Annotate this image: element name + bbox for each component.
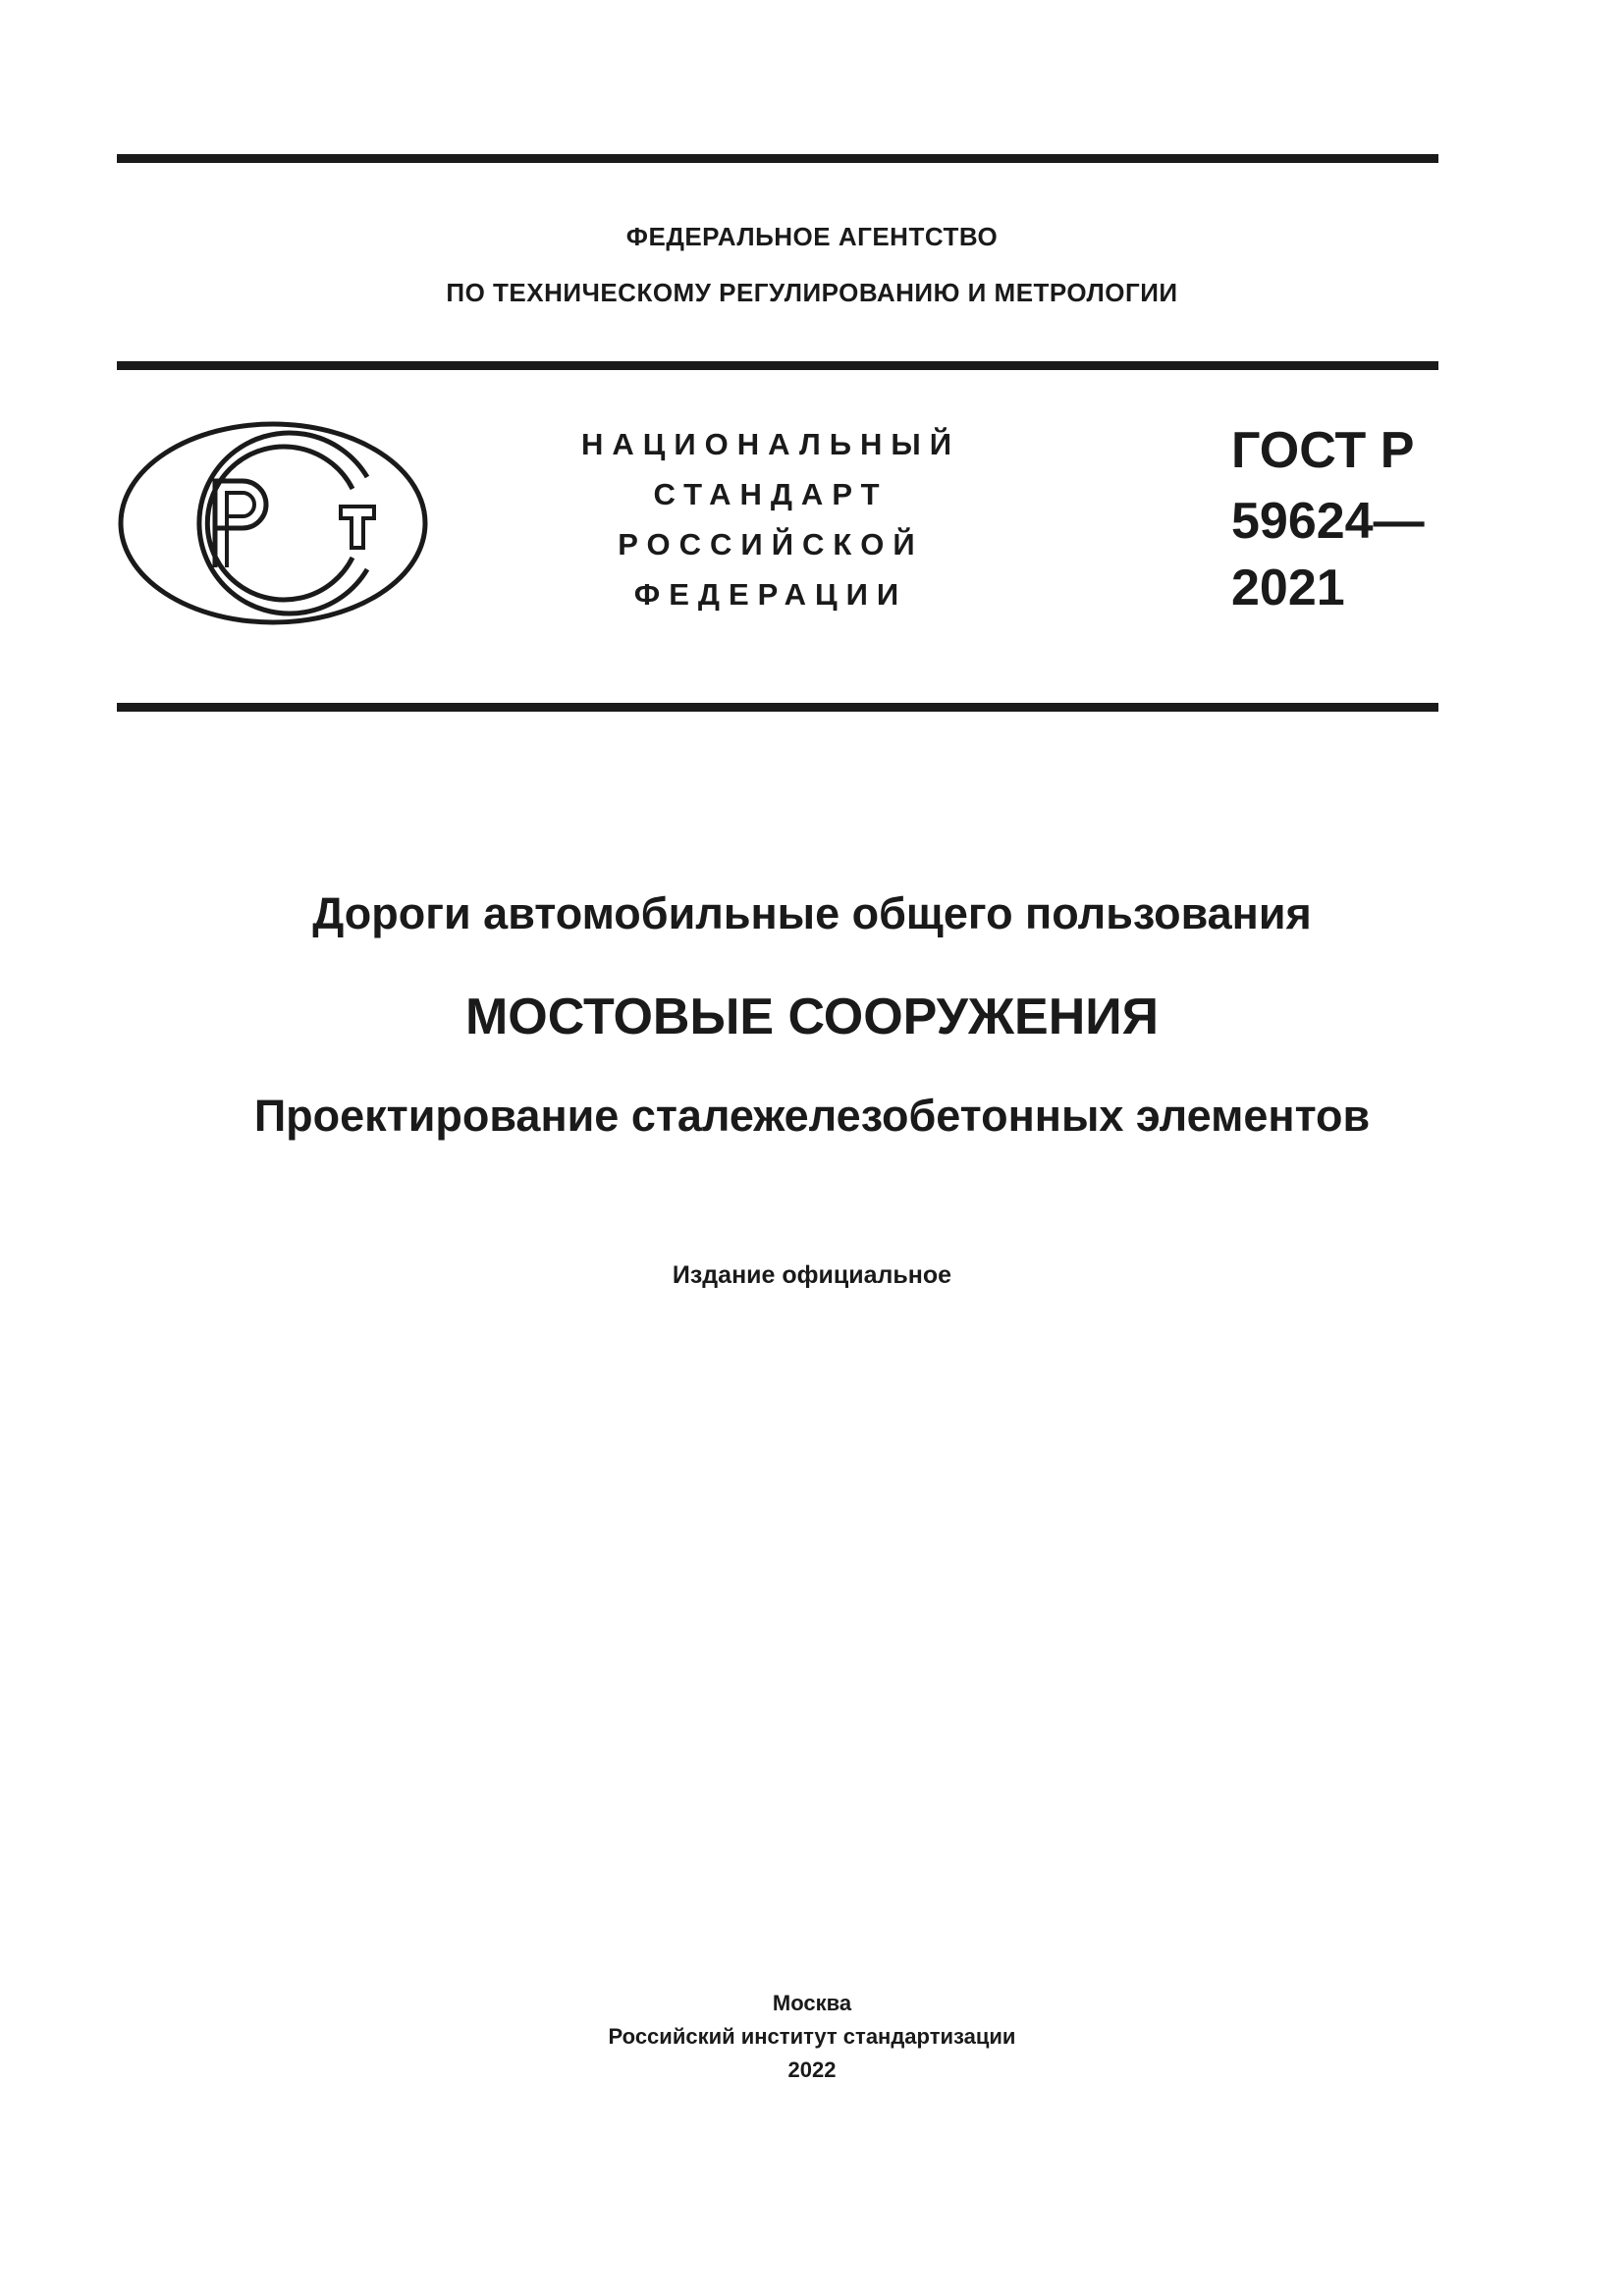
footer-year: 2022 bbox=[787, 2057, 837, 2082]
standard-kind-line-3: РОССИЙСКОЙ bbox=[618, 527, 924, 561]
document-title-line-2: МОСТОВЫЕ СООРУЖЕНИЯ bbox=[464, 988, 1159, 1045]
footer-city: Москва bbox=[772, 1991, 852, 2015]
standard-kind-line-2: СТАНДАРТ bbox=[653, 477, 889, 511]
standard-kind-line-4: ФЕДЕРАЦИИ bbox=[633, 577, 908, 612]
agency-line-1: ФЕДЕРАЛЬНОЕ АГЕНТСТВО bbox=[625, 222, 999, 251]
rst-logo bbox=[117, 420, 429, 626]
edition-label: Издание официальное bbox=[672, 1261, 952, 1289]
standard-designation-line-1: ГОСТ Р bbox=[1231, 422, 1415, 479]
agency-line-2: ПО ТЕХНИЧЕСКОМУ РЕГУЛИРОВАНИЮ И МЕТРОЛОГИИ bbox=[446, 278, 1178, 307]
document-title-line-3: Проектирование сталежелезобетонных элементов bbox=[253, 1091, 1371, 1141]
standard-kind-line-1: НАЦИОНАЛЬНЫЙ bbox=[580, 427, 961, 461]
top-rule bbox=[117, 154, 1438, 163]
standard-designation-line-3: 2021 bbox=[1231, 560, 1345, 616]
standard-designation-line-2: 59624— bbox=[1231, 493, 1425, 550]
standard-rule bbox=[117, 703, 1438, 712]
footer-publisher: Российский институт стандартизации bbox=[608, 2024, 1016, 2049]
rst-certification-mark-icon bbox=[117, 420, 429, 626]
header-rule bbox=[117, 361, 1438, 370]
document-title-line-1: Дороги автомобильные общего пользования bbox=[312, 888, 1312, 938]
